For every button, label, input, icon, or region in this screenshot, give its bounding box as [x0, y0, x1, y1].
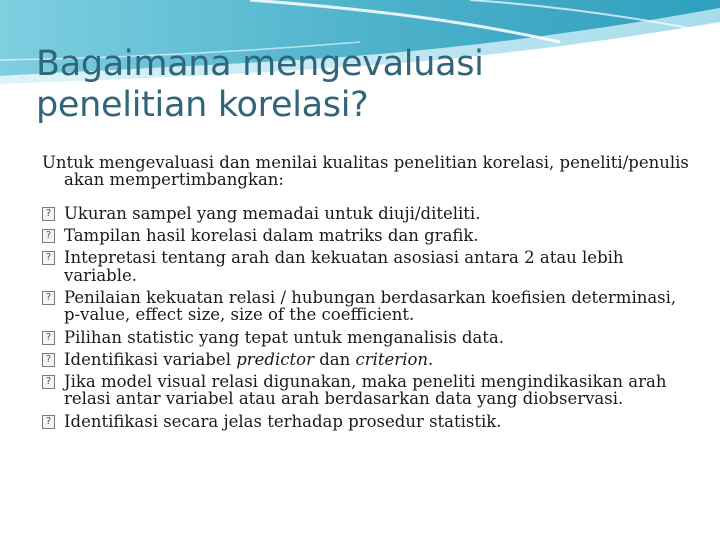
bullet-text: Jika model visual relasi digunakan, maka peneliti mengindikasikan arah relasi antar variabel atau arah berdasarkan data yang diobservasi. — [64, 372, 667, 409]
predictor-term: predictor — [236, 349, 314, 369]
list-item — [42, 351, 692, 368]
list-item — [42, 413, 692, 430]
slide-title-line-1: Bagaimana mengevaluasi — [36, 44, 484, 84]
list-item — [42, 289, 692, 324]
missing-glyph-bullet-icon: ? — [42, 207, 55, 221]
list-item — [42, 329, 692, 346]
bullet-text-connector: dan — [313, 349, 356, 369]
list-item — [42, 227, 692, 244]
missing-glyph-bullet-icon: ? — [42, 415, 55, 429]
list-item — [42, 373, 692, 408]
list-item — [42, 205, 692, 222]
intro-paragraph: Untuk mengevaluasi dan menilai kualitas penelitian korelasi, peneliti/penulis akan mempertimbangkan: — [42, 153, 689, 190]
slide-title-line-2: penelitian korelasi? — [36, 84, 369, 125]
bullet-list — [42, 205, 692, 430]
missing-glyph-bullet-icon: ? — [42, 353, 55, 367]
missing-glyph-bullet-icon: ? — [42, 331, 55, 345]
bullet-text: Pilihan statistic yang tepat untuk menganalisis data. — [64, 327, 505, 347]
missing-glyph-bullet-icon: ? — [42, 229, 55, 243]
slide-title — [36, 44, 676, 126]
bullet-text: Penilaian kekuatan relasi / hubungan berdasarkan koefisien determinasi, p-value, effect size, size of the coefficient. — [64, 287, 677, 325]
bullet-text-prefix: Identifikasi variabel — [64, 349, 237, 369]
criterion-term: criterion — [355, 349, 429, 369]
bullet-text: Tampilan hasil korelasi dalam matriks dan grafik. — [64, 225, 479, 245]
slide-body — [42, 154, 692, 435]
missing-glyph-bullet-icon: ? — [42, 251, 55, 265]
bullet-text-suffix: . — [428, 349, 434, 369]
missing-glyph-bullet-icon: ? — [42, 291, 55, 305]
missing-glyph-bullet-icon: ? — [42, 375, 55, 389]
bullet-text: Intepretasi tentang arah dan kekuatan asosiasi antara 2 atau lebih variable. — [64, 248, 624, 285]
bullet-text: Ukuran sampel yang memadai untuk diuji/diteliti. — [64, 203, 481, 223]
list-item — [42, 249, 692, 284]
bullet-text: Identifikasi secara jelas terhadap prosedur statistik. — [64, 411, 502, 431]
